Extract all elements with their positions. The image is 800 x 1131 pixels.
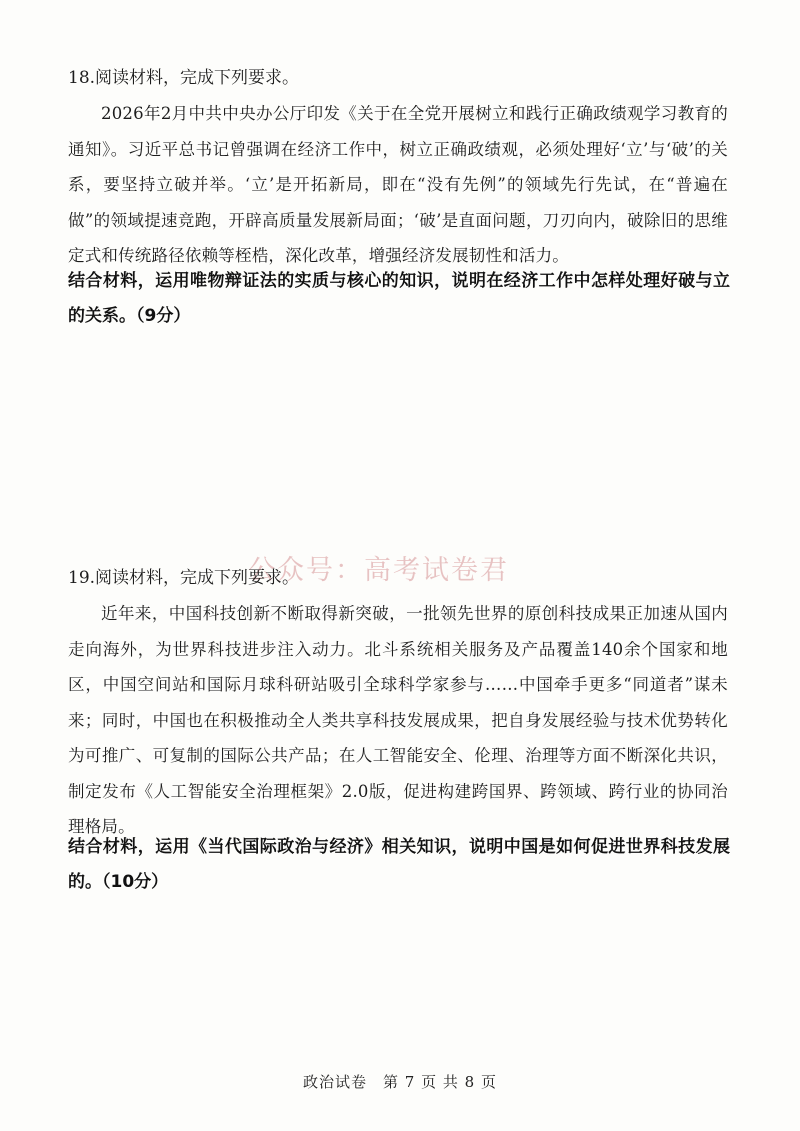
question-18-title: 18.阅读材料，完成下列要求。 [68, 68, 300, 88]
question-19-material: 近年来，中国科技创新不断取得新突破，一批领先世界的原创科技成果正加速从国内走向海外，为世界科技进步注入动力。北斗系统相关服务及产品覆盖140余个国家和地区，中国空间站和国际月球科研站吸引全球科学家参与……中国牵手更多“同道者”谋未来；同时，中国也在积极推动全人类共享科技发展成果，把自身发展经验与技术优势转化为可推广、可复制的国际公共产品；在人工智能安全、伦理、治理等方面不断深化共识，制定发布《人工智能安全治理框架》2.0版，促进构建跨国界、跨领域、跨行业的协同治理格局。 [68, 604, 728, 836]
page-footer: 政治试卷 第 7 页 共 8 页 [303, 1073, 497, 1091]
watermark-text: 公众号：高考试卷君 [248, 555, 509, 586]
question-19-requirement: 结合材料，运用《当代国际政治与经济》相关知识，说明中国是如何促进世界科技发展的。（10分） [68, 837, 730, 892]
question-18-material: 2026年2月中共中央办公厅印发《关于在全党开展树立和践行正确政绩观学习教育的通知》。习近平总书记曾强调在经济工作中，树立正确政绩观，必须处理好‘立’与‘破’的关系，要坚持立破并举。‘立’是开拓新局，即在“没有先例”的领域先行先试，在“普遍在做”的领域提速竞跑，开辟高质量发展新局面；‘破’是直面问题，刀刃向内，破除旧的思维定式和传统路径依赖等桎梏，深化改革，增强经济发展韧性和活力。 [68, 104, 728, 265]
question-19-title: 19.阅读材料，完成下列要求。 [68, 568, 300, 588]
question-18-requirement: 结合材料，运用唯物辩证法的实质与核心的知识，说明在经济工作中怎样处理好破与立的关系。（9分） [68, 271, 730, 326]
